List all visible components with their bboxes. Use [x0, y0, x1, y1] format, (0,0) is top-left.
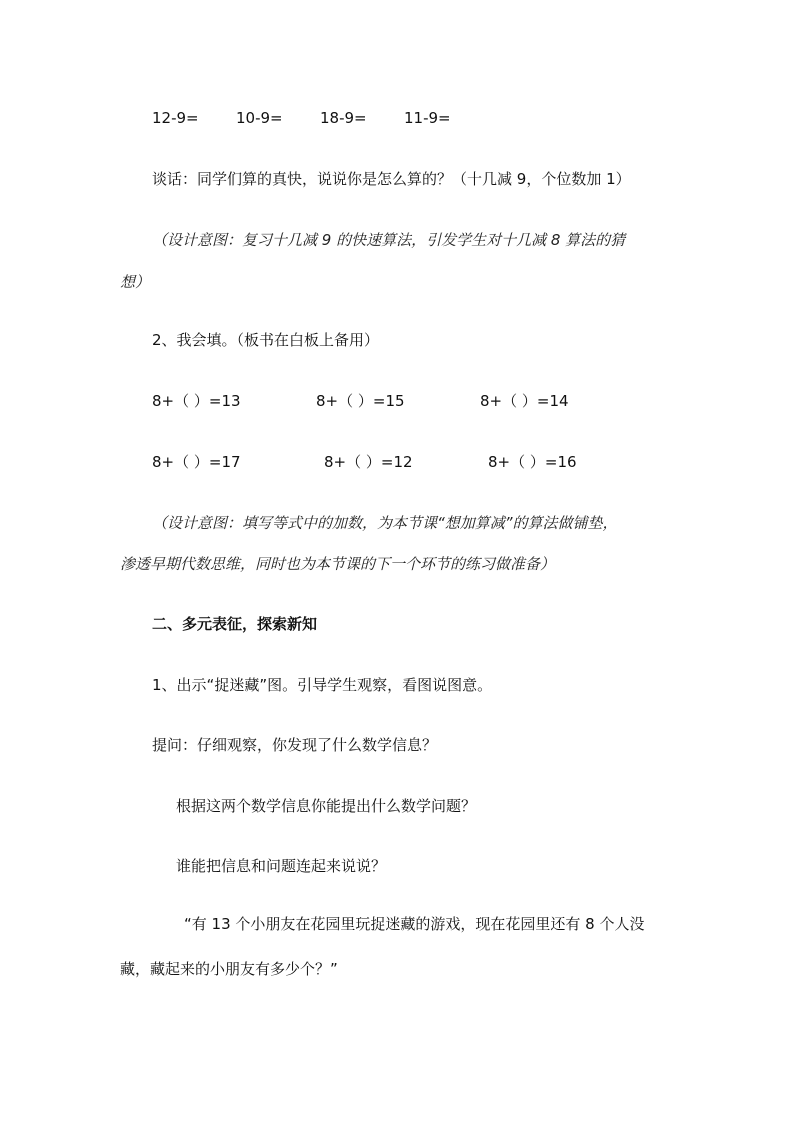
section-heading: 二、多元表征，探索新知: [152, 615, 318, 633]
step-1: 1、出示“捉迷藏”图。引导学生观察，看图说图意。: [152, 676, 493, 694]
design-intent-1-line-2: 想）: [120, 273, 151, 291]
fill-item: 8+（ ）=13: [152, 392, 241, 410]
question-3: 谁能把信息和问题连起来说说？: [176, 857, 387, 875]
exercise-item: 18-9=: [320, 109, 367, 127]
design-intent-1-line-1: （设计意图：复习十几减 9 的快速算法，引发学生对十几减 8 算法的猜: [152, 231, 626, 249]
fill-item: 8+（ ）=14: [480, 392, 569, 410]
design-intent-2-line-2: 渗透早期代数思维，同时也为本节课的下一个环节的练习做准备）: [120, 555, 556, 573]
exercise-item: 12-9=: [152, 109, 199, 127]
question-2: 根据这两个数学信息你能提出什么数学问题？: [176, 797, 477, 815]
story-line-2: 藏，藏起来的小朋友有多少个？”: [120, 960, 338, 978]
exercise-item: 10-9=: [236, 109, 283, 127]
story-line-1: “有 13 个小朋友在花园里玩捉迷藏的游戏，现在花园里还有 8 个人没: [184, 915, 645, 933]
task-2-title: 2、我会填。（板书在白板上备用）: [152, 331, 380, 349]
fill-item: 8+（ ）=15: [316, 392, 405, 410]
fill-item: 8+（ ）=16: [488, 453, 577, 471]
exercise-item: 11-9=: [404, 109, 451, 127]
design-intent-2-line-1: （设计意图：填写等式中的加数，为本节课“想加算减”的算法做铺垫，: [152, 514, 618, 532]
fill-item: 8+（ ）=17: [152, 453, 241, 471]
question-1: 提问：仔细观察，你发现了什么数学信息？: [152, 736, 438, 754]
talk-line: 谈话：同学们算的真快，说说你是怎么算的？（十几减 9，个位数加 1）: [152, 170, 631, 188]
fill-item: 8+（ ）=12: [324, 453, 413, 471]
